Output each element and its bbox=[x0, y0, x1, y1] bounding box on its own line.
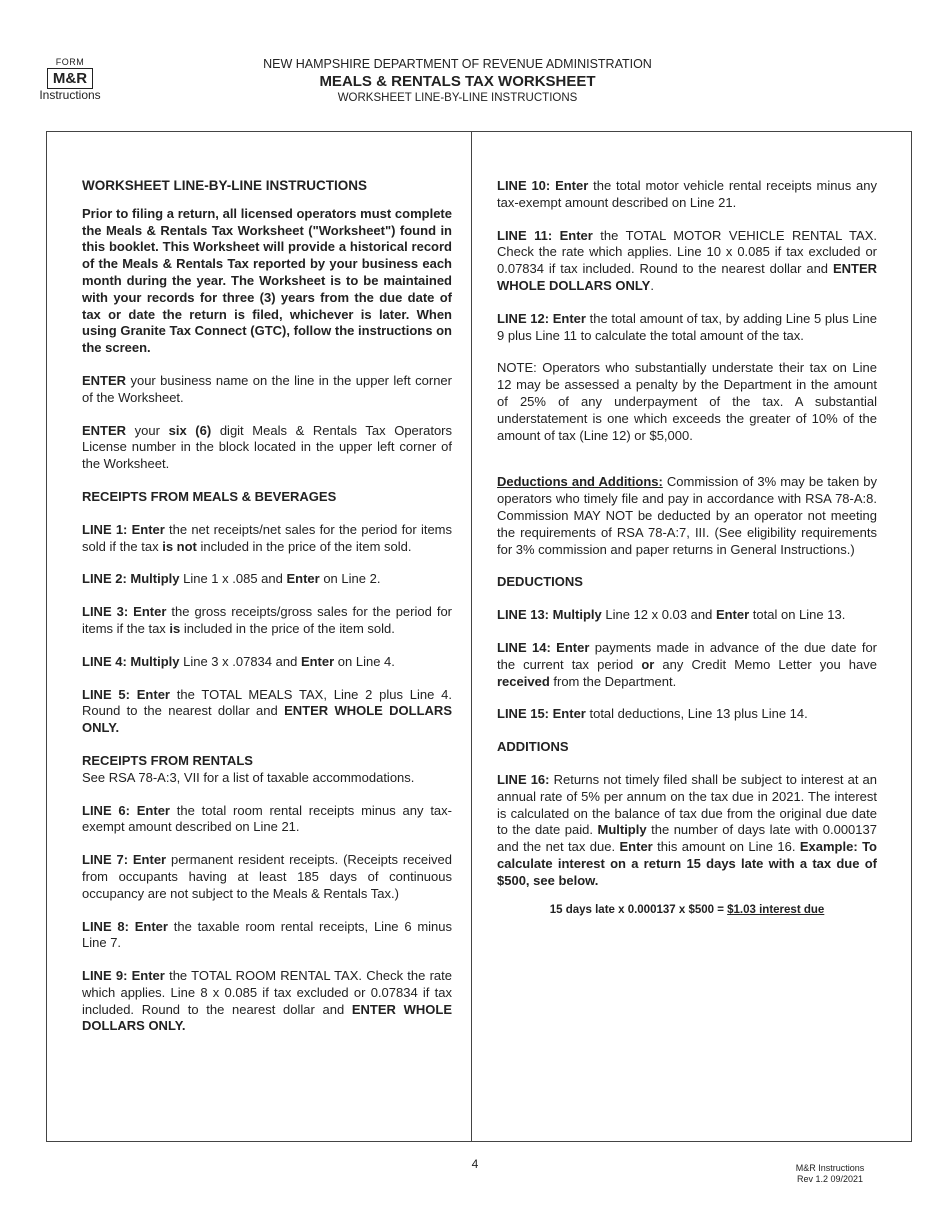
page-subtitle: WORKSHEET LINE-BY-LINE INSTRUCTIONS bbox=[337, 92, 578, 104]
form-code: M&R bbox=[47, 68, 93, 89]
line-5: LINE 5: Enter the TOTAL MEALS TAX, Line 2 plus Line 4. Round to the nearest dollar and ENTER WHOLE DOLLARS ONLY. bbox=[82, 686, 452, 736]
line-8: LINE 8: Enter the taxable room rental receipts, Line 6 minus Line 7. bbox=[82, 918, 453, 951]
enter-license-number: ENTER your six (6) digit Meals & Rentals Tax Operators License number in the block located in the upper left corner of the Worksheet. bbox=[82, 422, 453, 472]
department-name: NEW HAMPSHIRE DEPARTMENT OF REVENUE ADMINISTRATION bbox=[263, 57, 652, 71]
line-15: LINE 15: Enter total deductions, Line 13 plus Line 14. bbox=[497, 706, 808, 722]
page-header bbox=[0, 57, 915, 106]
right-column bbox=[497, 178, 877, 934]
interest-example: 15 days late x 0.000137 x $500 = $1.03 interest due bbox=[549, 903, 825, 916]
line-9: LINE 9: Enter the TOTAL ROOM RENTAL TAX. Check the rate which applies. Line 8 x 0.085 if tax excluded or 0.07834 if tax included. Round to the nearest dollar and ENTER WHOLE DOLLARS ONLY. bbox=[82, 968, 453, 1034]
column-divider bbox=[471, 131, 472, 1142]
line-12: LINE 12: Enter the total amount of tax, by adding Line 5 plus Line 9 plus Line 11 to calculate the total amount of the tax. bbox=[497, 310, 877, 343]
section-heading: WORKSHEET LINE-BY-LINE INSTRUCTIONS bbox=[82, 178, 368, 193]
line-2: LINE 2: Multiply Line 1 x .085 and Enter on Line 2. bbox=[82, 571, 381, 587]
deductions-additions-paragraph: Deductions and Additions: Commission of 3% may be taken by operators who timely file and pay in accordance with RSA 78-A:8. Commission MAY NOT be deducted by an operator not meeting the requirements of RSA 78-A:7, III. (See eligibility requirements for 3% commission and paper returns in General Instructions.) bbox=[497, 474, 878, 557]
page-title: MEALS & RENTALS TAX WORKSHEET bbox=[319, 73, 596, 90]
understatement-note: NOTE: Operators who substantially understate their tax on Line 12 may be assessed a penalty by the Department in the amount of 25% of any underpayment of the tax. A substantial understatement is one which exceeds the greater of 10% of the amount of tax (Line 12) or $5,000. bbox=[497, 360, 877, 443]
enter-business-name: ENTER your business name on the line in the upper left corner of the Worksheet. bbox=[82, 372, 452, 405]
line-13: LINE 13: Multiply Line 12 x 0.03 and Enter total on Line 13. bbox=[497, 607, 846, 623]
receipts-meals-heading: RECEIPTS FROM MEALS & BEVERAGES bbox=[82, 488, 337, 504]
additions-heading: ADDITIONS bbox=[497, 739, 569, 755]
line-14: LINE 14: Enter payments made in advance of the due date for the current tax period or any Credit Memo Letter you have received from the Department. bbox=[497, 639, 877, 689]
line-1: LINE 1: Enter the net receipts/net sales for the period for items sold if the tax is not included in the price of the item sold. bbox=[82, 521, 453, 554]
line-16: LINE 16: Returns not timely filed shall be subject to interest at an annual rate of 5% per annum on the tax due in 2021. The interest is calculated on the balance of tax due from the original due date to the date paid. Multiply the number of days late with 0.000137 and the net tax due. Enter this amount on Line 16. Example: To calculate interest on a return 15 days late with a tax due of $500, see below. bbox=[497, 771, 878, 888]
line-4: LINE 4: Multiply Line 3 x .07834 and Enter on Line 4. bbox=[82, 653, 395, 669]
line-10: LINE 10: Enter the total motor vehicle rental receipts minus any tax-exempt amount described on Line 21. bbox=[497, 178, 877, 210]
receipts-rentals-heading: RECEIPTS FROM RENTALS See RSA 78-A:3, VII for a list of taxable accommodations. bbox=[82, 752, 415, 785]
left-column bbox=[82, 178, 452, 1051]
form-label: FORM bbox=[55, 57, 85, 67]
page-number: 4 bbox=[471, 1157, 479, 1171]
form-instructions-label: Instructions bbox=[39, 88, 101, 102]
deductions-heading: DEDUCTIONS bbox=[497, 574, 583, 590]
line-7: LINE 7: Enter permanent resident receipts. (Receipts received from occupants having at least 185 days of continuous occupancy are not subject to the Meals & Rentals Tax.) bbox=[82, 852, 452, 901]
line-11: LINE 11: Enter the TOTAL MOTOR VEHICLE RENTAL TAX. Check the rate which applies. Line 10 x 0.085 if tax excluded or 0.07834 if tax included. Round to the nearest dollar and ENTER WHOLE DOLLARS ONLY. bbox=[497, 227, 877, 293]
line-3: LINE 3: Enter the gross receipts/gross sales for the period for items if the tax is included in the price of the item sold. bbox=[82, 604, 453, 636]
footer-revision: M&R Instructions Rev 1.2 09/2021 bbox=[795, 1163, 865, 1184]
line-6: LINE 6: Enter the total room rental receipts minus any tax-exempt amount described on Line 21. bbox=[82, 802, 452, 835]
intro-paragraph: Prior to filing a return, all licensed operators must complete the Meals & Rentals Tax Worksheet ("Worksheet") found in this booklet. This Worksheet will provide a historical record of the Meals & Rentals Tax reported by your business each month during the year. The Worksheet is to be maintained with your records for three (3) years from the due date of tax or date the return is filed, whichever is later. When using Granite Tax Connect (GTC), follow the instructions on the screen. bbox=[82, 205, 452, 356]
